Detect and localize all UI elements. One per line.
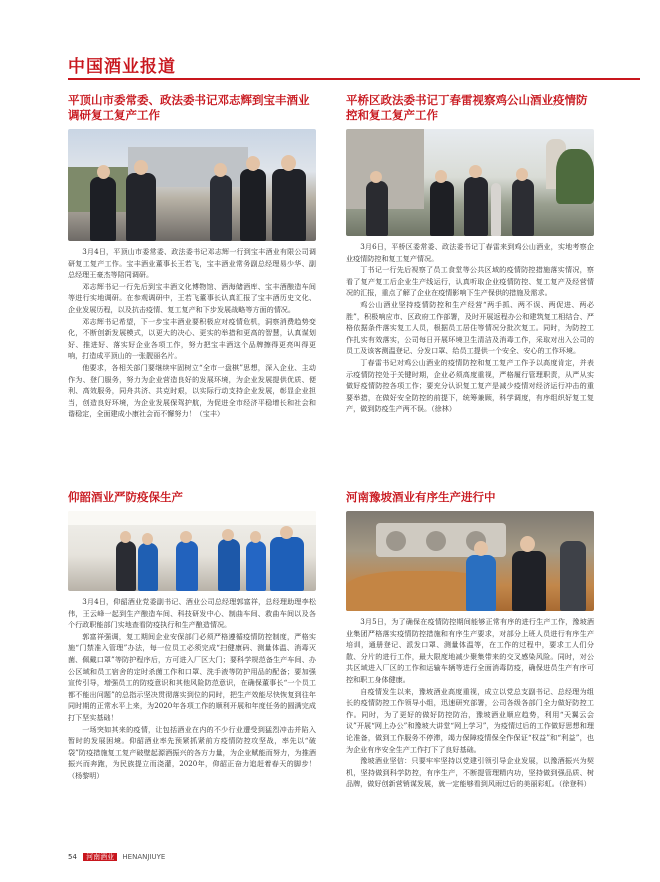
magazine-name-cn: 河南酒业 — [83, 853, 117, 861]
paragraph: 3月4日，平顶山市委常委、政法委书记邓志辉一行到宝丰酒业有限公司调研复工复产工作。宝丰酒业董事长王若飞，宝丰酒业常务副总经理易少华、副总经理王豪杰等陪同调研。 — [68, 247, 316, 280]
paragraph: 3月6日，平桥区委常委、政法委书记丁春雷来到鸡公山酒业，实地考察企业疫情防控和复工复产情况。 — [346, 242, 594, 263]
article-jigongshan — [346, 93, 594, 415]
article-title: 仰韶酒业严防疫保生产 — [68, 490, 183, 504]
article-yangshao — [68, 490, 316, 782]
article-body — [68, 246, 316, 420]
photo-jigongshan-visit — [346, 129, 594, 236]
page-number: 54 — [68, 853, 77, 861]
article-title: 平顶山市委常委、政法委书记邓志辉到宝丰酒业调研复工复产工作 — [68, 93, 310, 122]
title-divider — [68, 78, 640, 80]
article-body — [68, 596, 316, 782]
paragraph: 丁书记一行先后视察了员工食堂等公共区域的疫情防控措施落实情况，察看了复产复工后企业生产线运行，认真听取企业疫情防控、复工复产及经营情况的汇报，重点了解了企业在疫情影响下生产保供的措施及需求。 — [346, 265, 594, 298]
paragraph: 3月5日，为了确保在疫情防控期间能够正常有序的进行生产工作，豫坡酒业集团严格落实疫情防控措施和有序生产要求，对部分上班人员进行有序生产培训，通册登记、派发口罩、测量体温等，在工作的过程中，要求工人们分散、分片的进行工作，最大限度地减少聚集带来的交叉感染风险。同时，对公共区域进入厂区的工作和运输车辆等进行全面消毒防疫，确保进员生产有序可控和职工身体健康。 — [346, 617, 594, 684]
article-body — [346, 616, 594, 790]
section-title: 中国酒业报道 — [68, 57, 176, 77]
article-title: 平桥区政法委书记丁春雷视察鸡公山酒业疫情防控和复工复产工作 — [346, 93, 588, 122]
paragraph: 鸡公山酒业坚持疫情防控和生产经营“两手抓、两不误、两促进、两必胜”，积极响应市、区政府工作部署，及时开展返程办公和建筑复工相结合、严格依据条件落实复工人员，根据员工居住等情况分批次复工。同时，为防控工作扎实有效落实，公司每日开展环境卫生清洁及消毒工作，采取对出入公司的员工及该客测温登记、分发口罩、给员工提供一个安全、安心的工作环境。 — [346, 299, 594, 356]
photo-yupo-production — [346, 511, 594, 611]
photo-yangshao-inspection — [68, 511, 316, 591]
article-body — [346, 241, 594, 415]
paragraph: 一场突如其来的疫情，让包括酒业在内的不少行业遭受到猛烈冲击并陷入暂时的发展困境。仰韶酒业率先预紧抓紧前方疫情防控攻坚战，率先以“破袋”防疫措施复工复产破壁起源酒振兴的各方力量，为企业赋能而努力，为推酒振兴而奔跑，为民族提立而浇灌，2020年，仰韶正奋力追赶着春天的脚步！（杨黎明） — [68, 724, 316, 780]
magazine-name-en: HENANJIUYE — [122, 853, 166, 861]
paragraph: 邓志辉书记希望，下一步宝丰酒业要积极应对疫情危机，洞察消费趋势变化，不断创新发展模式，以更大的决心、更实的举措和更高的智慧，认真谋划好、推进好、落实好企业各项工作，努力把宝丰酒这个品牌擦得更亮叫得更响，打造成平顶山的一张靓丽名片。 — [68, 316, 316, 361]
paragraph: 3月4日，仰韶酒业党委副书记、酒业公司总经理郭富祥，总经理助理李松伟，王云峰一起到生产酿造车间、科技研发中心、制曲车间、救曲车间以及各个行政职能部门实地查看防疫执行和生产酿造情况。 — [68, 597, 316, 630]
paragraph: 丁春雷书记对鸡公山酒业的疫情防控和复工复产工作予以高度肯定，并表示疫情防控处于关键时期，企业必须高度重视，严格履行管理职责，从严从实做好疫情防控各项工作；要充分认识复工复产是减少疫情对经济运行冲击的重要举措，在做好安全防控的前提下，统筹兼顾，科学调度，有序组织好复工复产，做到防疫生产两不误。（徐林） — [346, 357, 594, 414]
paragraph: 郭富祥强调，复工期间企业安保部门必须严格遵循疫情防控制度，严格实施“门禁准入管理”办法，每一位员工必须完成“扫健康码、测量体温、消毒灭菌、佩戴口罩”等防护程序后，方可进入厂区大门；要科学规范备生产车间、办公区域和员工宿舍的定时杀菌工作和口罩、洗手液等防护用品的配备；要加强宣传引导，增强员工的防疫意识和其他风险防范意识，在确保董事长“一个员工都不能出问题”的总指示坚决贯彻落实到位的同时，把生产效能尽快恢复到往年同时期的正常水平上来，为2020年各项工作的顺利开展和年度任务的圆满完成打下坚实基础！ — [68, 631, 316, 722]
photo-baofeng-visit — [68, 129, 316, 241]
paragraph: 邓志辉书记一行先后到宝丰酒文化博物馆、酒海储酒库、宝丰酒酿造车间等进行实地调研。在参观调研中，王若飞董事长认真汇报了宝丰酒历史文化、企业发展历程，以及抗击疫情、复工复产和下步发展战略等方面的情况。 — [68, 281, 316, 314]
paragraph: 豫坡酒业坚信：只要牢牢坚持以党建引领引导企业发展，以豫酒振兴为契机，坚持做到科学防控，有序生产，不断提管理精内功，坚持做到强品质、树品牌，做好创新营销谋发展，就一定能够看到风雨过后的美丽彩虹。（徐登科） — [346, 756, 594, 789]
paragraph: 他要求，各相关部门要继续牢固树立“全市一盘棋”思想，深入企业、主动作为、登门服务，努力为企业营造良好的发展环境，为企业发展提供优质、便利、高效服务，同舟共济、共克时艰，以实际行动支持企业发展，彰显企业担当，创造良好环境，为企业发展保驾护航，为促进全市经济平稳增长和社会和谐稳定，全面建成小康社会而不懈努力！（宝丰） — [68, 362, 316, 419]
article-yupo — [346, 490, 594, 790]
paragraph: 自疫情发生以来，豫坡酒业高度重视，成立以党总支副书记、总经理为组长的疫情防控工作领导小组，迅速研究部署，公司各级各部门全力做好防控工作。同时，为了更好的做好防控防治，豫坡酒业顺应趋势，利用“天翼云会议”开展“网上办公”和豫坡大讲堂“网上学习”，为疫情过后的工作做好思想和理论准备，做到工作服务不停滞，竭力保障疫情保全作保证“权益”和“利益”，也为企业有序安全生产工作打下了良好基础。 — [346, 686, 594, 754]
page-footer — [68, 852, 165, 862]
article-title: 河南豫坡酒业有序生产进行中 — [346, 490, 496, 504]
article-baofeng — [68, 93, 316, 420]
